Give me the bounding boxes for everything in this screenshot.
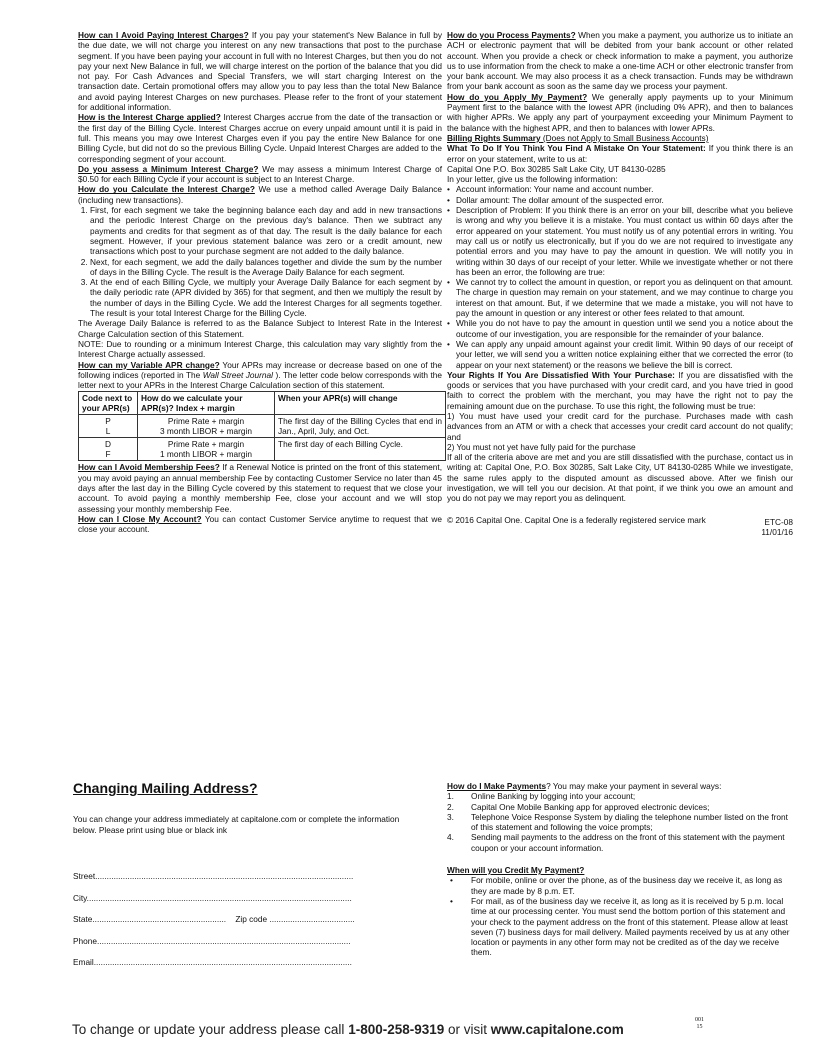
address-form-intro: You can change your address immediately at capitalone.com or complete the information below. Please print using blue or black ink <box>73 814 400 835</box>
city-field[interactable]: City................................................................................................................... <box>73 892 352 903</box>
list-number: 3. <box>447 811 454 822</box>
make-payments-text: ? You may make your payment in several ways: <box>546 781 722 791</box>
list-item: • We can apply any unpaid amount against your credit limit. Within 90 days of our receipt of your letter, we will send you a written notice explaining either that we corrected the error (to appear on your next statement) or the reasons we believe the bill is correct. <box>447 339 793 370</box>
average-daily-balance-note: The Average Daily Balance is referred to as the Balance Subject to Interest Rate in the Interest Charge Calculation section of this Statement. <box>78 318 442 339</box>
calculation-step: 3. At the end of each Billing Cycle, we multiply your Average Daily Balance for each segment by the daily periodic rate (APR divided by 365) for that segment, and then we multiply the result by the number of days in the Billing Cycle. We add the Interest Charges for all segments together. The result is your total Interest Charge for the Billing Cycle. <box>90 277 442 318</box>
variable-apr-heading: How can my Variable APR change? <box>78 359 220 370</box>
list-item <box>447 791 793 801</box>
letter-intro: In your letter, give us the following information: <box>447 174 618 185</box>
apr-index-table <box>78 391 446 461</box>
list-item: • For mobile, online or over the phone, as of the business day we receive it, as long as they are made by 8 p.m. ET. <box>447 875 793 896</box>
close-account-text: You can contact Customer Service anytime to request that we close your account. <box>78 513 442 535</box>
list-text: Capital One Mobile Banking app for approved electronic devices; <box>471 801 710 812</box>
list-text: Telephone Voice Response System by dialing the telephone number listed on the front of this statement and following the voice prompts; <box>471 811 788 833</box>
right-column <box>447 30 793 537</box>
list-text: Online Banking by logging into your account; <box>471 791 636 802</box>
table-cell-calc: Prime Rate + margin 3 month LIBOR + margin <box>138 415 275 438</box>
process-payments-heading: How do you Process Payments? <box>447 30 576 40</box>
mailing-address: Capital One P.O. Box 30285 Salt Lake City, UT 84130-0285 <box>447 163 666 174</box>
page-code <box>695 1017 704 1031</box>
email-field[interactable]: Email................................................................................................................ <box>73 957 352 967</box>
mistake-section <box>447 143 793 164</box>
page-code-1: 001 <box>695 1017 704 1023</box>
table-header-row <box>79 392 446 415</box>
table-cell-when: The first day of each Billing Cycle. <box>275 438 446 461</box>
state-zip-row <box>73 914 403 936</box>
footer-contact <box>72 1022 624 1037</box>
variable-apr-text-2: ). The letter code below corresponds with the letter next to your APRs in the Interest Charge Calculation section of this statement. <box>78 369 442 391</box>
list-item <box>447 802 793 812</box>
close-account-section <box>78 514 442 535</box>
dissatisfied-heading: Your Rights If You Are Dissatisfied With Your Purchase: <box>447 369 675 380</box>
list-number: 1. <box>447 791 454 802</box>
calculation-step: 2. Next, for each segment, we add the daily balances together and divide the sum by the number of days in the Billing Cycle. The result is the Average Daily Balance for each segment. <box>90 257 442 278</box>
table-cell-when: The first day of the Billing Cycles that end in Jan., April, July, and Oct. <box>275 415 446 438</box>
list-item: • Description of Problem: If you think there is an error on your bill, describe what you believe is wrong and why you believe it is a mistake. You must contact us within 60 days after the error appeared on your statement. You must notify us of any potential errors in writing. You may call us or notify us electronically, but if you do we are not required to investigate any potential errors and you may have to pay the amount in question. We will notify you in writing within 30 days of our receipt of your letter. While we investigate whether or not there has been an error, the following are true: <box>447 205 793 277</box>
state-field[interactable]: State.......................................................... <box>73 914 227 924</box>
zip-field[interactable]: Zip code ..................................... <box>235 914 355 924</box>
list-item <box>447 812 793 833</box>
variable-apr-section <box>78 360 442 391</box>
copyright-block <box>447 512 793 538</box>
list-item: • For mail, as of the business day we receive it, as long as it is received by 5 p.m. local time at our processing center. You must send the bottom portion of this statement and your check to the payment address on the front of this statement. Please allow at least seven (7) business days for mail delivery. Mailed payments received by us at any other location or payments in any other form may not be credited as of the day we receive them. <box>447 896 793 958</box>
page-code-2: 15 <box>696 1024 703 1030</box>
close-account-heading: How can I Close My Account? <box>78 513 202 524</box>
list-number: 4. <box>447 832 454 843</box>
minimum-interest-section <box>78 164 442 185</box>
footer-phone: 1-800-258-9319 <box>348 1022 445 1037</box>
table-cell-calc: Prime Rate + margin 1 month LIBOR + margin <box>138 438 275 461</box>
street-field[interactable]: Street................................................................................................................ <box>73 871 354 881</box>
calculate-interest-heading: How do you Calculate the Interest Charge? <box>78 184 255 195</box>
avoid-interest-section <box>78 30 442 112</box>
apply-payment-text: We generally apply payments up to your Minimum Payment first to the balance with the lowest APR (including 0% APR), and then to balances with higher APRs. We apply any part of yourpayment exceeding your Minimum Payment to the balance with the highest APR, and then to balances with lower APRs. <box>447 91 793 133</box>
minimum-interest-heading: Do you assess a Minimum Interest Charge? <box>78 163 259 174</box>
calculate-interest-section <box>78 184 442 205</box>
interest-applied-section <box>78 112 442 163</box>
table-header-calc: How do we calculate your APR(s)? Index + margin <box>138 392 275 415</box>
phone-field[interactable]: Phone.............................................................................................................. <box>73 935 351 946</box>
list-item <box>447 832 793 853</box>
calculate-interest-text: We use a method called Average Daily Balance (including new transactions). <box>78 184 442 205</box>
apply-payment-heading: How do you Apply My Payment? <box>447 91 588 102</box>
apply-payment-section <box>447 92 793 133</box>
process-payments-section <box>447 30 793 92</box>
footer-prefix: To change or update your address please call <box>72 1022 349 1037</box>
calculation-step: 1. First, for each segment we take the beginning balance each day and add in new transactions and the periodic Interest Charge on the previous day's balance. Then we subtract any payments and credits for that segment as of that day. The result is the daily balance for each segment. However, if your previous statement balance was zero or a credit amount, new transactions which post to your purchase segment are not added to the daily balance. <box>90 205 442 256</box>
left-column <box>78 30 442 534</box>
make-payments-section <box>447 781 793 791</box>
membership-fees-text: If a Renewal Notice is printed on the front of this statement, you may avoid paying an annual membership Fee by contacting Customer Service no later than 45 days after the last day in the Billing Cycle covered by this statement to request that we close your account. To avoid paying a monthly membership Fee, close your account and we will stop assessing your monthly membership Fee. <box>78 462 443 514</box>
form-code: ETC-08 <box>764 516 793 527</box>
list-item: • While you do not have to pay the amount in question until we send you a notice about the outcome of our investigation, you are responsible for the remainder of your balance. <box>447 318 793 339</box>
list-item: • Account information: Your name and account number. <box>447 184 793 194</box>
table-row <box>79 438 446 461</box>
form-date: 11/01/16 <box>761 526 793 537</box>
list-number: 2. <box>447 801 454 812</box>
billing-rights-note: (Does not Apply to Small Business Accounts) <box>540 132 709 143</box>
payments-info <box>447 781 793 958</box>
wall-street-journal: Wall Street Journal <box>202 369 273 380</box>
variable-apr-text-1: Your APRs may increase or decrease based on one of the following indices (reported in The <box>78 359 442 380</box>
membership-fees-heading: How can I Avoid Membership Fees? <box>78 462 220 473</box>
rights-condition-1: 1) You must have used your credit card for the purchase. Purchases made with cash advances from an ATM or with a check that accesses your credit card account do not qualify; and <box>447 410 793 442</box>
list-text: Sending mail payments to the address on the front of this statement with the payment coupon or your account information. <box>471 832 785 853</box>
table-cell-code: D F <box>79 438 138 461</box>
interest-applied-heading: How is the Interest Charge applied? <box>78 112 221 123</box>
avoid-interest-heading: How can I Avoid Paying Interest Charges? <box>78 30 249 40</box>
interest-applied-text: Interest Charges accrue from the date of the transaction or the first day of the Billing Cycle. Interest Charges accrue on every unpaid amount until it is paid in full. This means you may owe Interest Charges even if you pay the entire New Balance for one Billing Cycle, but did not do so the previous Billing Cycle. Unpaid Interest Charges are added to the corresponding segment of your account. <box>78 112 442 164</box>
table-cell-code: P L <box>79 415 138 438</box>
rounding-note: NOTE: Due to rounding or a minimum Interest Charge, this calculation may vary slightly from the Interest Charge actually assessed. <box>78 338 442 360</box>
mistake-text: If you think there is an error on your statement, write to us at: <box>447 143 793 164</box>
list-item: • Dollar amount: The dollar amount of the suspected error. <box>447 195 793 205</box>
rights-closing: If all of the criteria above are met and you are still dissatisfied with the purchase, contact us in writing at: Capital One, P.O. Box 30285, Salt Lake City, UT 84130-0285 While we investigate, the same rules apply to the disputed amount as discussed above. After we finish our investigation, we will tell you our decision. At that point, if we think you owe an amount and you do not pay we may report you as delinquent. <box>447 452 793 504</box>
credit-payment-items <box>447 875 793 957</box>
table-header-when: When your APR(s) will change <box>275 392 446 415</box>
avoid-interest-text: If you pay your statement's New Balance in full by the due date, we will not charge you interest on any new transactions that post to the purchase segment. If you have been paying your account in full with no Interest Charges, but then you do not pay your next New Balance in full, we will charge interest on the portion of the balance that you did not pay. For Cash Advances and Special Transfers, we will start charging Interest on the transaction date. Certain promotional offers may allow you to pay less than the total New Balance and avoid paying Interest Charges on new purchases. Please refer to the front of your statement for additional information. <box>78 30 442 113</box>
table-row <box>79 415 446 438</box>
make-payments-heading: How do I Make Payments <box>447 781 547 791</box>
payment-methods <box>447 791 793 853</box>
process-payments-text: When you make a payment, you authorize us to initiate an ACH or electronic payment that will be debited from your bank account or other related account. When you provide a check or check information to make a payment, you authorize us to use information from the check to make a one-time ACH or other electronic transfer from your bank account. We may also process it as a check transaction. Funds may be withdrawn from your bank account as soon as the same day we process your payment. <box>447 30 793 92</box>
calculation-steps <box>78 205 442 318</box>
minimum-interest-text: We may assess a minimum Interest Charge of $0.50 for each Billing Cycle if your account is subject to an Interest Charge. <box>78 163 442 185</box>
table-header-code: Code next to your APR(s) <box>79 392 138 415</box>
credit-payment-heading: When will you Credit My Payment? <box>447 865 585 876</box>
footer-website[interactable]: www.capitalone.com <box>490 1022 624 1037</box>
form-code-block <box>761 512 793 538</box>
address-form-title: Changing Mailing Address? <box>73 780 258 796</box>
mistake-heading: What To Do If You Think You Find A Mistake On Your Statement: <box>447 143 706 154</box>
rights-condition-2: 2) You must not yet have fully paid for the purchase <box>447 441 636 452</box>
membership-fees-section <box>78 462 442 513</box>
footer-middle: or visit <box>444 1022 491 1037</box>
billing-rights-heading: Billing Rights Summary <box>447 132 541 143</box>
dissatisfied-text: If you are dissatisfied with the goods or services that you have purchased with your credit card, and you have tried in good faith to correct the problem with the merchant, you may have the right not to pay the remaining amount due on the purchase. To use this right, the following must be true: <box>447 369 793 411</box>
copyright-text: © 2016 Capital One. Capital One is a federally registered service mark <box>447 514 706 525</box>
dissatisfied-section <box>447 370 793 411</box>
letter-items <box>447 184 793 369</box>
billing-rights-section <box>447 133 793 143</box>
list-item: • We cannot try to collect the amount in question, or report you as delinquent on that amount. The charge in question may remain on your statement, and we may continue to charge you interest on that amount. But, if we determine that we made a mistake, you will not have to pay the amount in question or any interest or other fees related to that amount. <box>447 277 793 318</box>
address-change-form <box>73 780 403 979</box>
